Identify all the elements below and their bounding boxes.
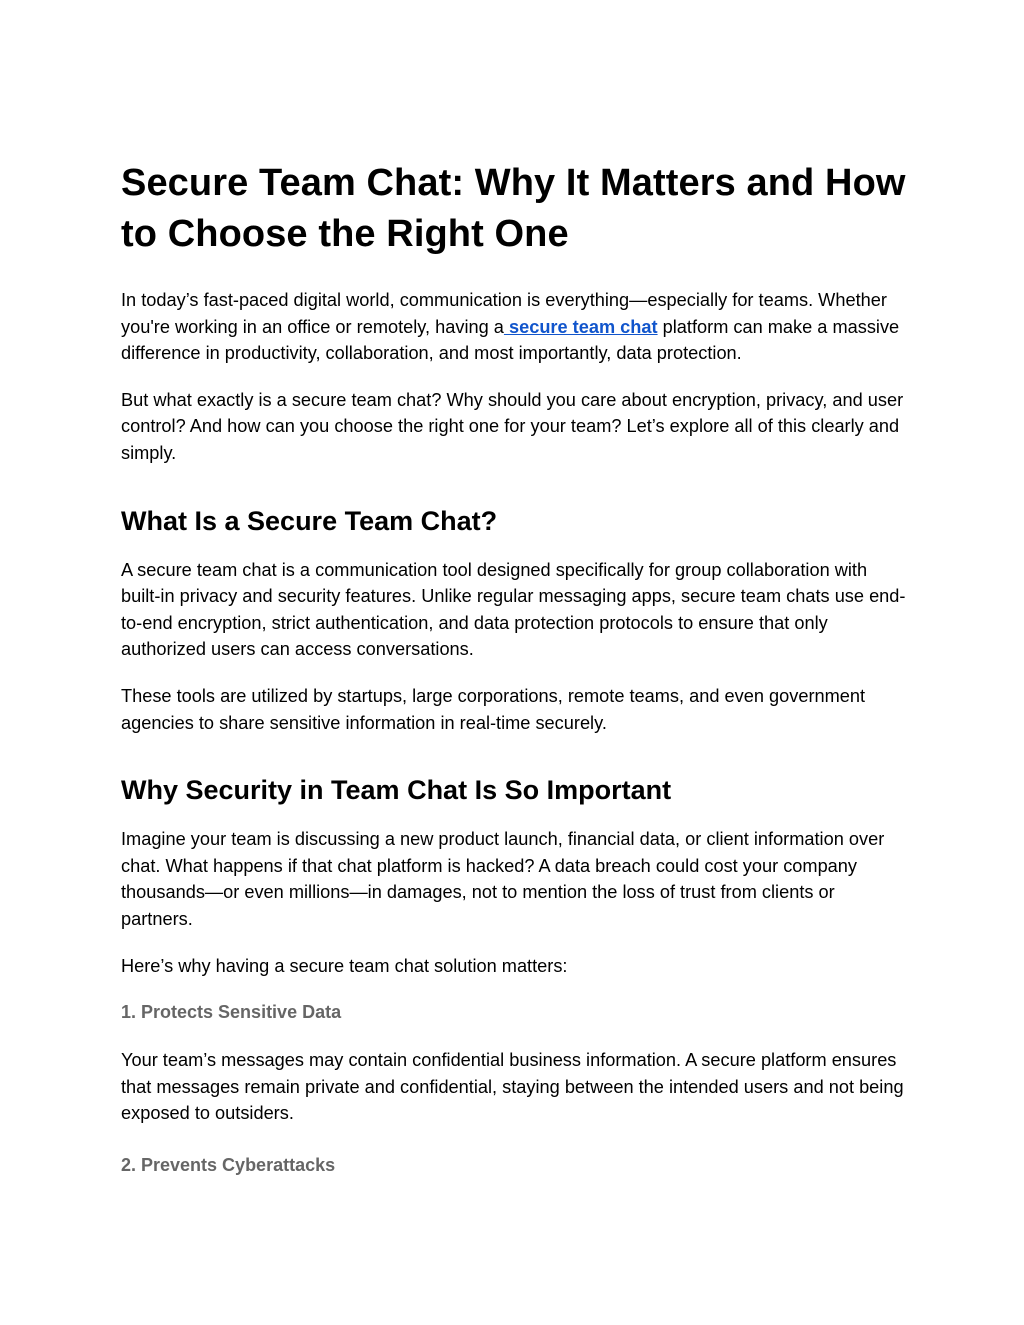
subheading-protects-data: 1. Protects Sensitive Data bbox=[121, 1002, 342, 1023]
intro-text-before-link: In today’s fast-paced digital world, communication is everything—especially for teams. Whether you're working in an office or remotely, having a bbox=[121, 290, 887, 337]
intro-paragraph-2: But what exactly is a secure team chat? Why should you care about encryption, privacy, and user control? And how can you choose the right one for your team? Let’s explore all of this clearly and simply. bbox=[121, 389, 904, 463]
secure-team-chat-link[interactable]: secure team chat bbox=[503, 316, 658, 337]
why-security-paragraph-2: Here’s why having a secure team chat solution matters: bbox=[121, 955, 568, 976]
intro-paragraph-1 bbox=[121, 287, 911, 367]
why-security-paragraph-1: Imagine your team is discussing a new product launch, financial data, or client information over chat. What happens if that chat platform is hacked? A data breach could cost your company thousands—or even millions—in damages, not to mention the loss of trust from clients or partners. bbox=[121, 829, 885, 929]
subheading-prevents-cyberattacks: 2. Prevents Cyberattacks bbox=[121, 1154, 336, 1175]
what-is-paragraph-1: A secure team chat is a communication tool designed specifically for group collaboration with built-in privacy and security features. Unlike regular messaging apps, secure team chats use end-to-end encryption, strict authentication, and data protection protocols to ensure that only authorized users can access conversations. bbox=[121, 559, 906, 660]
intro-text-after-link: platform can make a massive difference in productivity, collaboration, and most importantly, data protection. bbox=[121, 316, 900, 364]
page-title: Secure Team Chat: Why It Matters and How to Choose the Right One bbox=[121, 162, 906, 255]
document-page bbox=[121, 158, 911, 1177]
section-heading-what-is: What Is a Secure Team Chat? bbox=[121, 505, 498, 536]
protects-data-paragraph: Your team’s messages may contain confidential business information. A secure platform ensures that messages remain private and confidential, staying between the intended users and not being exposed to outsiders. bbox=[121, 1050, 904, 1124]
section-heading-why-security: Why Security in Team Chat Is So Important bbox=[121, 775, 672, 806]
what-is-paragraph-2: These tools are utilized by startups, large corporations, remote teams, and even government agencies to share sensitive information in real-time securely. bbox=[121, 685, 866, 733]
